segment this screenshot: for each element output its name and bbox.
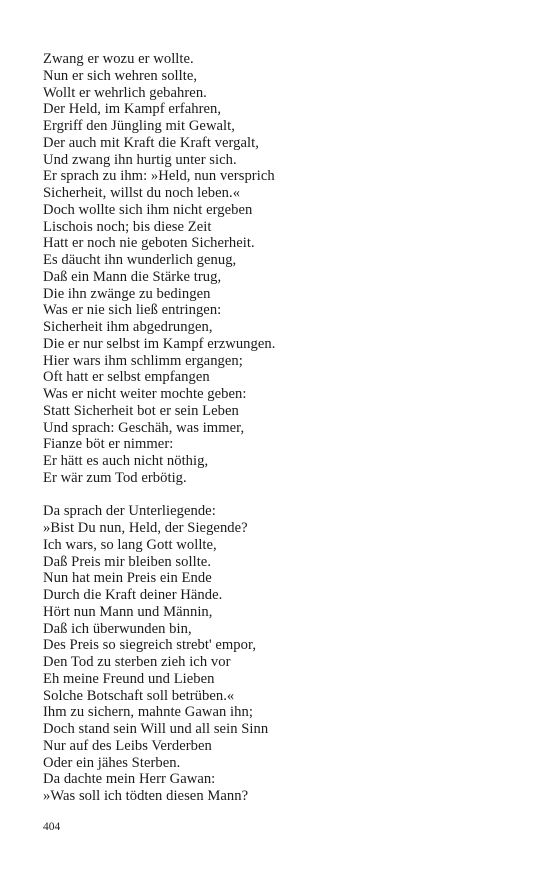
verse-line: Der Held, im Kampf erfahren, [43,101,222,118]
verse-line: Der auch mit Kraft die Kraft vergalt, [43,134,259,151]
poem-text [43,51,523,805]
verse-line: »Was soll ich tödten diesen Mann? [43,788,249,804]
verse-line: Nun er sich wehren sollte, [43,67,198,84]
verse-line: Ergriff den Jüngling mit Gewalt, [43,118,235,134]
verse-line: Sicherheit, willst du noch leben.« [43,185,241,201]
verse-line: Solche Botschaft soll betrüben.« [43,687,235,704]
verse-line: Sicherheit ihm abgedrungen, [43,319,213,335]
verse-line: Lischois noch; bis diese Zeit [43,218,212,235]
stanza [43,503,523,805]
verse-line: Doch wollte sich ihm nicht ergeben [43,201,253,218]
verse-line: Da sprach der Unterliegende: [43,503,216,520]
verse-line: Er wär zum Tod erbötig. [43,469,187,486]
verse-line: Hatt er noch nie geboten Sicherheit. [43,235,255,252]
verse-line: Hier wars ihm schlimm ergangen; [43,352,243,369]
verse-line: Daß Preis mir bleiben sollte. [43,553,212,570]
stanza [43,51,523,487]
verse-line: Da dachte mein Herr Gawan: [43,771,216,788]
verse-line: Oft hatt er selbst empfangen [43,369,210,386]
verse-line: Was er nicht weiter mochte geben: [43,386,247,402]
verse-line: Nur auf des Leibs Verderben [43,737,212,754]
verse-line: Ich wars, so lang Gott wollte, [43,536,217,553]
verse-line: »Bist Du nun, Held, der Siegende? [43,520,248,536]
verse-line: Zwang er wozu er wollte. [43,51,194,67]
verse-line: Doch stand sein Will und all sein Sinn [43,721,269,737]
verse-line: Wollt er wehrlich gebahren. [43,84,207,101]
verse-line: Die er nur selbst im Kampf erzwungen. [43,335,276,352]
verse-line: Durch die Kraft deiner Hände. [43,587,223,603]
verse-line: Die ihn zwänge zu bedingen [43,285,211,302]
verse-line: Daß ich überwunden bin, [43,620,192,637]
verse-line: Eh meine Freund und Lieben [43,670,215,687]
verse-line: Was er nie sich ließ entringen: [43,302,222,319]
verse-line: Es däucht ihn wunderlich genug, [43,252,237,268]
verse-line: Fianze böt er nimmer: [43,436,174,453]
verse-line: Hört nun Mann und Männin, [43,603,213,620]
verse-line: Er sprach zu ihm: »Held, nun versprich [43,168,275,185]
verse-line: Ihm zu sichern, mahnte Gawan ihn; [43,704,253,721]
verse-line: Und sprach: Geschäh, was immer, [43,419,245,436]
verse-line: Nun hat mein Preis ein Ende [43,570,212,587]
verse-line: Und zwang ihn hurtig unter sich. [43,151,237,168]
verse-line: Den Tod zu sterben zieh ich vor [43,654,231,670]
verse-line: Statt Sicherheit bot er sein Leben [43,402,239,419]
verse-line: Er hätt es auch nicht nöthig, [43,453,209,469]
verse-line: Oder ein jähes Sterben. [43,754,181,771]
verse-line: Des Preis so siegreich strebt' empor, [43,637,257,654]
page-number: 404 [43,821,61,833]
verse-line: Daß ein Mann die Stärke trug, [43,268,222,285]
